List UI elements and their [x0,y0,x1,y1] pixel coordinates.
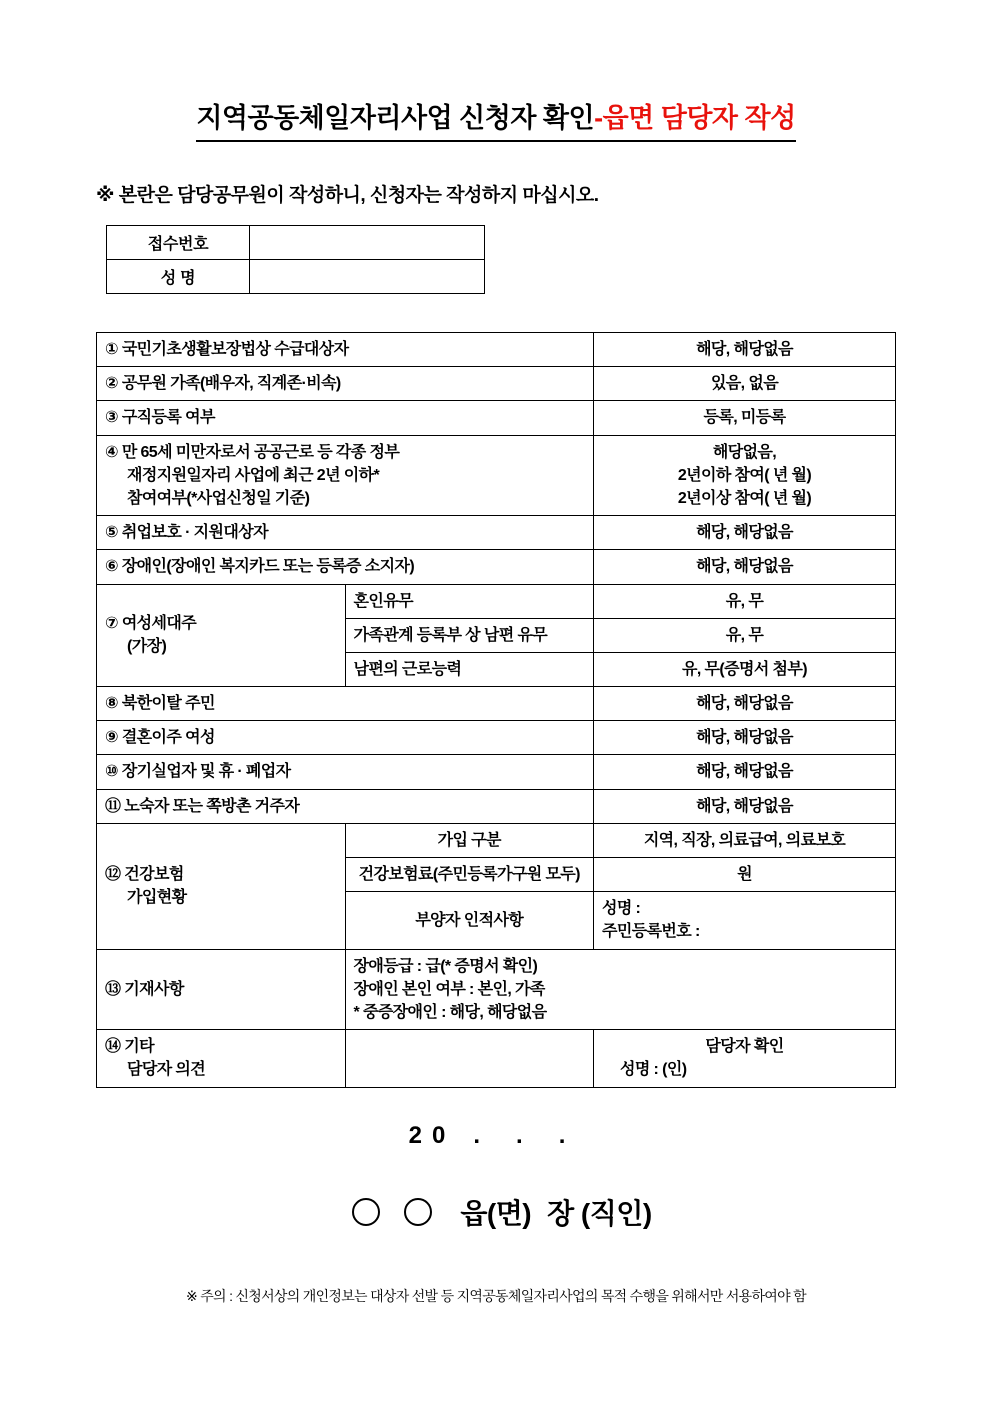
row-13-value[interactable] [345,949,896,1030]
row-13-label [97,949,346,1030]
row-7-sub-2: 가족관계 등록부 상 남편 유무 [345,618,594,652]
receipt-number-label: 접수번호 [107,226,250,260]
officer-name-field: 성명 : (인) [620,1061,687,1079]
signature-title: 장 (직인) [547,1197,652,1229]
row-2-text: 공무원 가족(배우자, 직계존·비속) [121,375,341,393]
row-2-label [97,367,594,401]
row-7-value-2[interactable]: 유, 무 [594,618,896,652]
row-4-line-1: ④ 만 65세 미만자로서 공공근로 등 각종 정부 [105,443,400,461]
row-6-text: 장애인(장애인 복지카드 또는 등록증 소지자) [121,558,415,576]
row-14-confirm-field[interactable] [594,1030,896,1087]
row-14-opinion-field[interactable] [345,1030,594,1087]
date-dot-2: . [516,1121,523,1149]
row-9-text: 결혼이주 여성 [121,729,215,747]
severe-disability-field: * 중증장애인 : 해당, 해당없음 [353,1003,547,1021]
row-6-num: ⑥ [105,558,118,576]
table-row [97,1030,896,1087]
date-year: 20 [408,1121,456,1149]
row-13-num: ⑬ [105,980,121,998]
date-dot-1: . [473,1121,481,1149]
circle-icon-1 [352,1198,380,1226]
row-2-value[interactable]: 있음, 없음 [594,367,896,401]
row-14-label [97,1030,346,1087]
row-12-label [97,823,346,949]
row-4-value-3: 2년이상 참여( 년 월) [677,489,812,507]
row-12-value-2[interactable]: 원 [594,858,896,892]
row-3-label [97,401,594,435]
row-3-text: 구직등록 여부 [121,409,215,427]
row-10-label [97,755,594,789]
row-11-text: 노숙자 또는 쪽방촌 거주자 [124,797,300,815]
row-10-text: 장기실업자 및 휴 · 폐업자 [121,763,291,781]
row-11-num: ⑪ [105,797,121,815]
table-row [97,516,896,550]
table-row [107,226,485,260]
row-6-label [97,550,594,584]
table-row [97,367,896,401]
disability-self-field: 장애인 본인 여부 : 본인, 가족 [353,980,545,998]
dependent-name-field: 성명 : [602,900,641,918]
row-9-num: ⑨ [105,729,118,747]
table-row [97,789,896,823]
disability-grade-field: 장애등급 : 급(* 증명서 확인) [353,957,538,975]
table-row [97,755,896,789]
table-row [97,333,896,367]
checklist-table [96,332,896,1088]
circle-icon-2 [404,1198,432,1226]
row-3-num: ③ [105,409,118,427]
row-12-sub-3: 부양자 인적사항 [345,892,594,949]
table-row [97,687,896,721]
title-red: 읍면 담당자 작성 [602,103,796,133]
name-label: 성 명 [107,260,250,294]
row-1-num: ① [105,341,118,358]
dependent-id-field: 주민등록번호 : [602,923,700,941]
row-13-text: 기재사항 [124,980,184,998]
row-12-line-1: ⑫ 건강보험 [105,866,184,883]
row-12-sub-2: 건강보험료(주민등록가구원 모두) [345,858,594,892]
row-10-num: ⑩ [105,763,118,781]
row-12-value-3[interactable] [594,892,896,949]
table-row [97,721,896,755]
row-1-label [97,333,594,367]
row-4-value-1: 해당없음, [712,443,777,461]
table-row [97,949,896,1030]
date-dot-3: . [558,1121,566,1149]
row-7-value-3[interactable]: 유, 무(증명서 첨부) [594,652,896,686]
officer-confirm-label: 담당자 확인 [705,1038,784,1056]
row-8-text: 북한이탈 주민 [121,695,215,713]
row-14-line-2: 담당자 의견 [127,1061,206,1079]
row-1-text: 국민기초생활보장법상 수급대상자 [121,341,349,358]
row-2-num: ② [105,375,118,393]
row-4-line-2: 재정지원일자리 사업에 최근 2년 이하* [127,466,380,484]
row-7-label [97,584,346,687]
table-row [97,584,896,618]
row-5-text: 취업보호 · 지원대상자 [121,524,268,542]
table-row [107,260,485,294]
row-7-line-1: ⑦ 여성세대주 [105,615,197,633]
row-4-value[interactable] [594,435,896,516]
row-5-label [97,516,594,550]
notice-text: ※ 본란은 담당공무원이 작성하니, 신청자는 작성하지 마십시오. [96,185,599,206]
row-4-line-3: 참여여부(*사업신청일 기준) [127,489,310,507]
row-5-num: ⑤ [105,524,118,542]
date-line [88,1122,904,1150]
page-title [88,96,904,142]
row-9-label [97,721,594,755]
title-dash: - [594,103,603,133]
table-row [97,435,896,516]
row-8-num: ⑧ [105,695,118,713]
row-6-value[interactable]: 해당, 해당없음 [594,550,896,584]
row-14-line-1: ⑭ 기타 [105,1038,154,1056]
row-7-sub-3: 남편의 근로능력 [345,652,594,686]
title-main: 지역공동체일자리사업 신청자 확인 [196,103,595,133]
row-4-label [97,435,594,516]
row-4-value-2: 2년이하 참여( 년 월) [677,466,812,484]
row-12-value-1[interactable]: 지역, 직장, 의료급여, 의료보호 [594,823,896,857]
row-9-value[interactable]: 해당, 해당없음 [594,721,896,755]
row-7-value-1[interactable]: 유, 무 [594,584,896,618]
row-8-label [97,687,594,721]
receipt-number-value[interactable] [250,226,485,260]
table-row [97,401,896,435]
row-12-sub-1: 가입 구분 [345,823,594,857]
name-value[interactable] [250,260,485,294]
row-11-value[interactable]: 해당, 해당없음 [594,789,896,823]
row-11-label [97,789,594,823]
row-1-value[interactable]: 해당, 해당없음 [594,333,896,367]
header-table [106,225,485,294]
signature-line [88,1192,904,1232]
row-8-value[interactable]: 해당, 해당없음 [594,687,896,721]
signature-office: 읍(면) [460,1197,532,1229]
row-7-line-2: (가장) [127,638,167,656]
title-text [196,96,795,142]
table-row [97,823,896,857]
footer-note: ※ 주의 : 신청서상의 개인정보는 대상자 선발 등 지역공동체일자리사업의 목적 수행을 위해서만 서용하여야 함 [186,1287,806,1304]
row-12-line-2: 가입현황 [127,889,187,907]
row-5-value[interactable]: 해당, 해당없음 [594,516,896,550]
row-7-sub-1: 혼인유무 [345,584,594,618]
table-row [97,550,896,584]
row-3-value[interactable]: 등록, 미등록 [594,401,896,435]
row-10-value[interactable]: 해당, 해당없음 [594,755,896,789]
